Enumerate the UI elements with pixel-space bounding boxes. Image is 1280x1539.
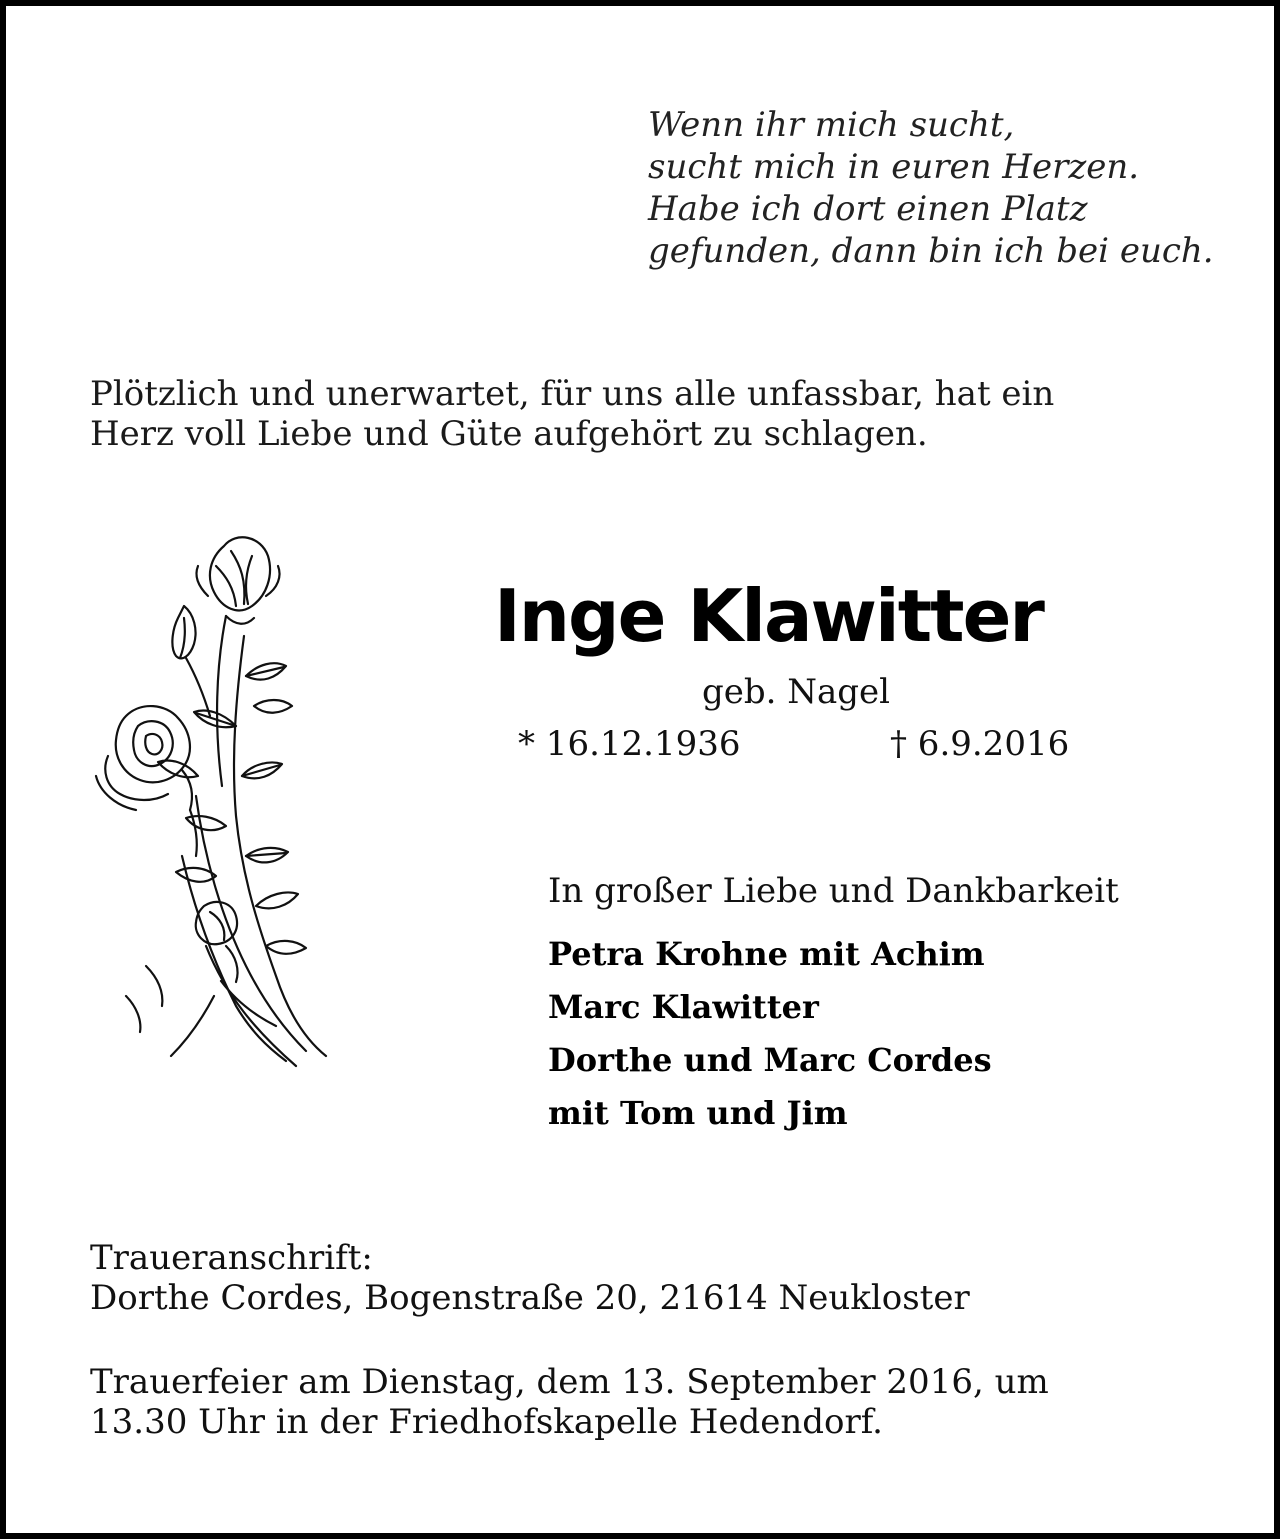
- poem-line: gefunden, dann bin ich bei euch.: [648, 231, 1214, 271]
- birth-date: * 16.12.1936: [518, 724, 741, 764]
- mourner-name: mit Tom und Jim: [548, 1094, 848, 1132]
- intro-text: [90, 374, 1210, 454]
- mourner-name: Dorthe und Marc Cordes: [548, 1041, 992, 1079]
- death-date: † 6.9.2016: [890, 724, 1070, 764]
- poem-line: sucht mich in euren Herzen.: [648, 147, 1140, 187]
- mourners-heading: In großer Liebe und Dankbarkeit: [548, 871, 1119, 911]
- mourner-name: Petra Krohne mit Achim: [548, 935, 985, 973]
- deceased-name: Inge Klawitter: [494, 574, 1043, 658]
- mourners-list: [548, 928, 992, 1140]
- poem-line: Wenn ihr mich sucht,: [648, 105, 1015, 145]
- mourner-name: Marc Klawitter: [548, 988, 819, 1026]
- address-label: Traueranschrift:: [90, 1238, 373, 1278]
- service-line: Trauerfeier am Dienstag, dem 13. September 2016, um: [90, 1362, 1049, 1402]
- rose-drawing-icon: [86, 526, 346, 1071]
- intro-line: Herz voll Liebe und Güte aufgehört zu schlagen.: [90, 414, 928, 454]
- maiden-name: geb. Nagel: [702, 672, 891, 712]
- address-value: Dorthe Cordes, Bogenstraße 20, 21614 Neukloster: [90, 1278, 970, 1318]
- poem: [648, 104, 1248, 272]
- mourning-address: [90, 1238, 970, 1318]
- poem-line: Habe ich dort einen Platz: [648, 189, 1088, 229]
- intro-line: Plötzlich und unerwartet, für uns alle unfassbar, hat ein: [90, 374, 1055, 414]
- service-line: 13.30 Uhr in der Friedhofskapelle Hedendorf.: [90, 1402, 883, 1442]
- funeral-service-info: [90, 1362, 1210, 1442]
